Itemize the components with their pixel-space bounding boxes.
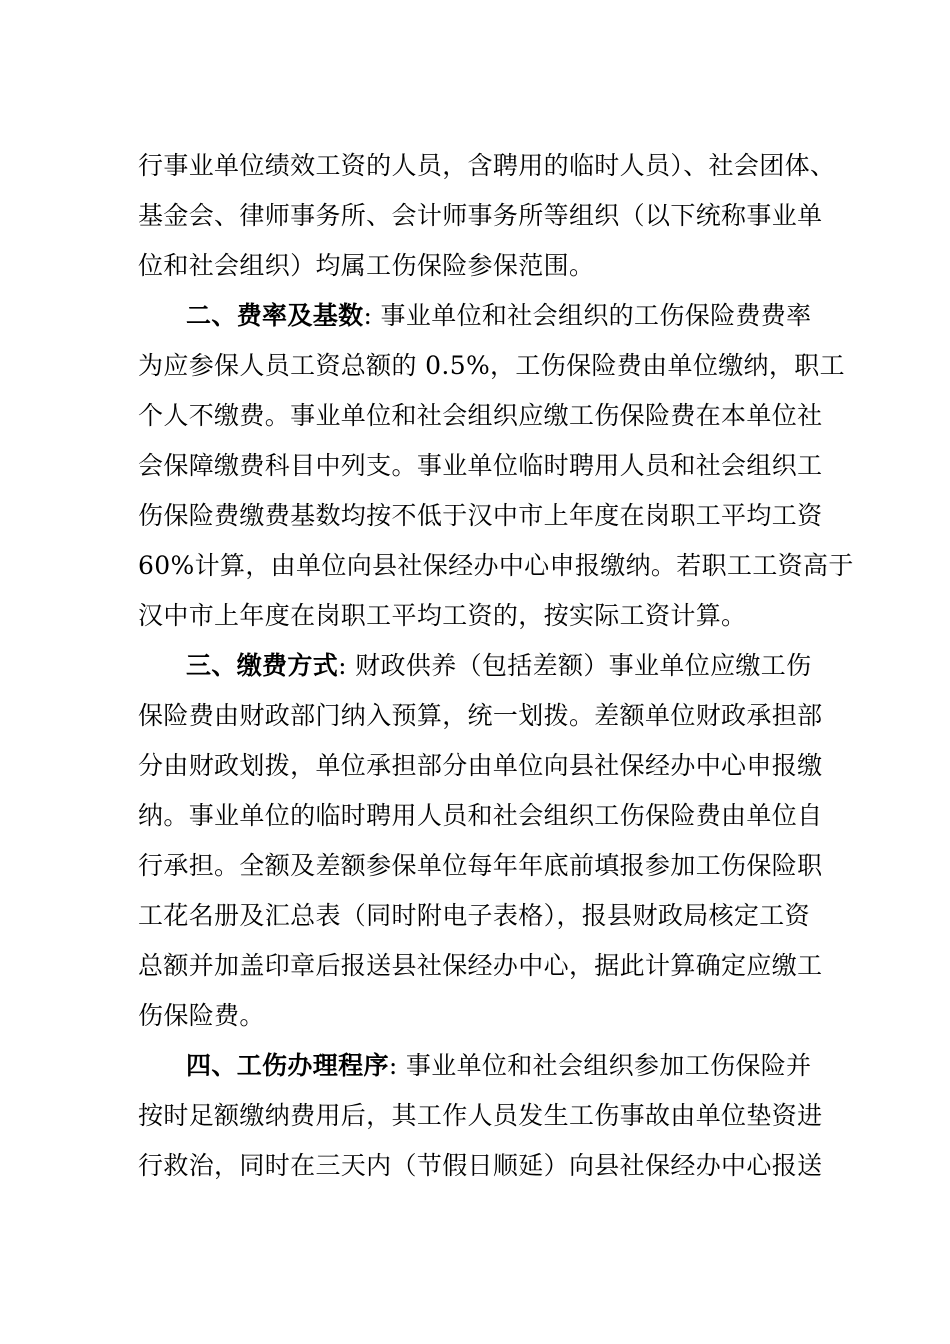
section-3-first-line: [186, 646, 811, 686]
paragraph-line: 工花名册及汇总表（同时附电子表格），报县财政局核定工资: [138, 901, 810, 930]
section-3-heading: 三、缴费方式: [186, 651, 339, 680]
section-2-first-line: [186, 296, 811, 336]
paragraph-line: 分由财政划拨，单位承担部分由单位向县社保经办中心申报缴: [138, 751, 823, 780]
paragraph-line: 基金会、律师事务所、会计师事务所等组织（以下统称事业单: [138, 201, 823, 230]
paragraph-line: 行事业单位绩效工资的人员，含聘用的临时人员）、社会团体、: [138, 151, 836, 180]
paragraph-line: 保险费由财政部门纳入预算，统一划拨。差额单位财政承担部: [138, 701, 823, 730]
paragraph-line: 总额并加盖印章后报送县社保经办中心，据此计算确定应缴工: [138, 951, 823, 980]
section-4-first-line: [186, 1046, 811, 1086]
section-3-intro: : 财政供养（包括差额）事业单位应缴工伤: [338, 651, 812, 680]
section-4-intro: : 事业单位和社会组织参加工伤保险并: [388, 1051, 812, 1080]
paragraph-line: 伤保险费。: [138, 1001, 265, 1030]
paragraph-line: 行救治，同时在三天内（节假日顺延）向县社保经办中心报送: [138, 1151, 823, 1180]
paragraph-line: 位和社会组织）均属工伤保险参保范围。: [138, 251, 595, 280]
section-2-intro: : 事业单位和社会组织的工伤保险费费率: [363, 301, 812, 330]
paragraph-line: 行承担。全额及差额参保单位每年年底前填报参加工伤保险职: [138, 851, 823, 880]
paragraph-line: 纳。事业单位的临时聘用人员和社会组织工伤保险费由单位自: [138, 801, 823, 830]
paragraph-line: 为应参保人员工资总额的 0.5%，工伤保险费由单位缴纳，职工: [138, 351, 845, 380]
paragraph-line: 伤保险费缴费基数均按不低于汉中市上年度在岗职工平均工资: [138, 501, 823, 530]
paragraph-line: 60%计算，由单位向县社保经办中心申报缴纳。若职工工资高于: [138, 551, 854, 580]
paragraph-line: 汉中市上年度在岗职工平均工资的，按实际工资计算。: [138, 601, 747, 630]
section-2-heading: 二、费率及基数: [186, 301, 364, 330]
paragraph-line: 会保障缴费科目中列支。事业单位临时聘用人员和社会组织工: [138, 451, 823, 480]
paragraph-line: 按时足额缴纳费用后，其工作人员发生工伤事故由单位垫资进: [138, 1101, 823, 1130]
section-4-heading: 四、工伤办理程序: [186, 1051, 389, 1080]
paragraph-line: 个人不缴费。事业单位和社会组织应缴工伤保险费在本单位社: [138, 401, 823, 430]
